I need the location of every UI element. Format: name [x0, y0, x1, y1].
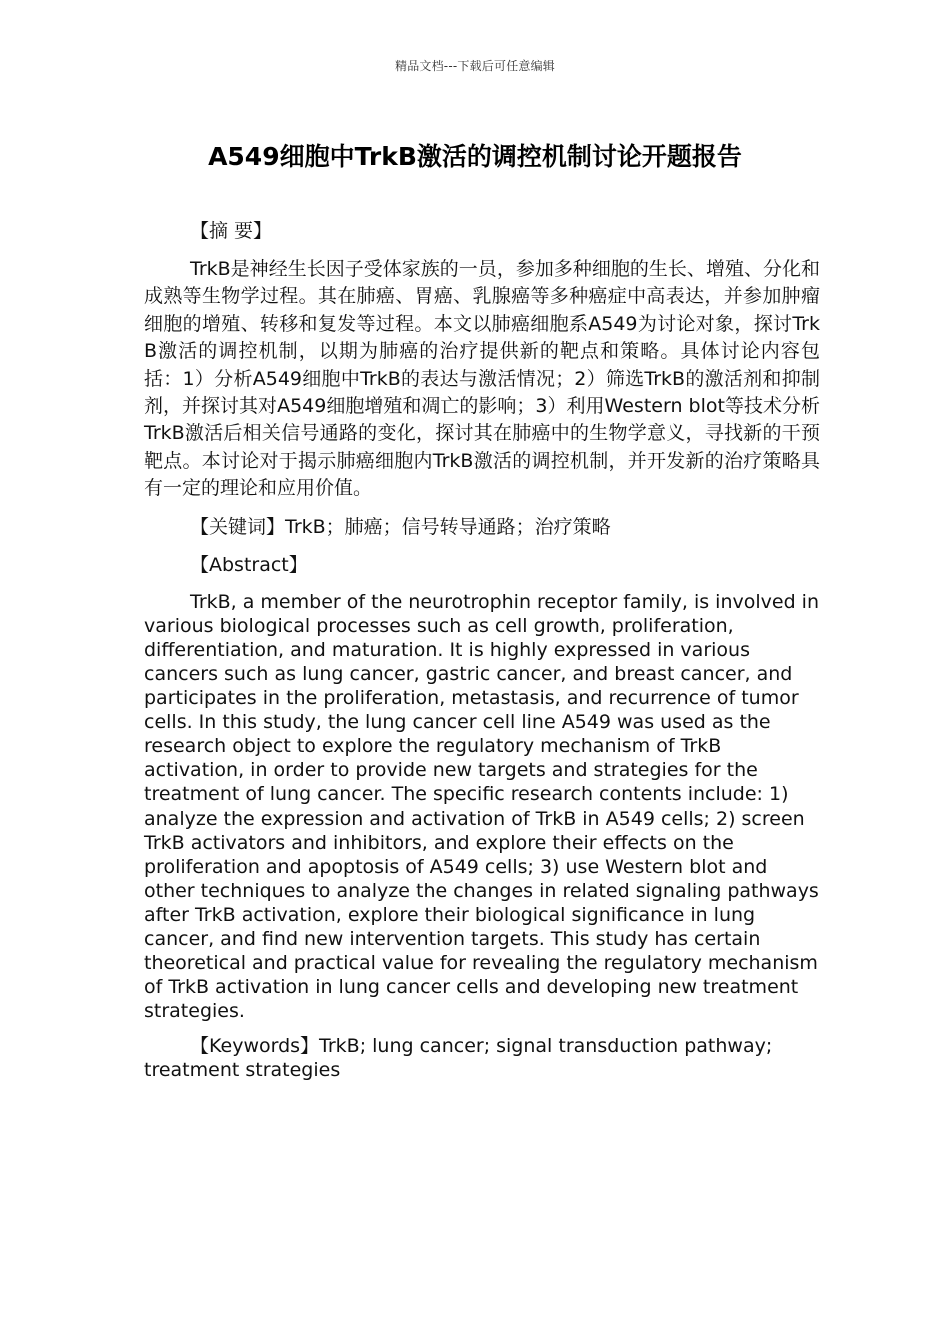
abstract-en-heading: 【Abstract】 — [190, 553, 308, 576]
abstract-cn-heading: 【摘 要】 — [190, 220, 273, 242]
document-body — [144, 218, 820, 1083]
document-title: A549细胞中TrkB激活的调控机制讨论开题报告 — [208, 142, 742, 171]
keywords-en: 【Keywords】TrkB; lung cancer; signal transduction pathway; treatment strategies — [144, 1035, 773, 1082]
abstract-cn-body: TrkB是神经生长因子受体家族的一员，参加多种细胞的生长、增殖、分化和成熟等生物学过程。其在肺癌、胃癌、乳腺癌等多种癌症中高表达，并参加肿瘤细胞的增殖、转移和复发等过程。本文以肺癌细胞系A549为讨论对象，探讨TrkB激活的调控机制，以期为肺癌的治疗提供新的靶点和策略。具体讨论内容包括：1）分析A549细胞中TrkB的表达与激活情况；2）筛选TrkB的激活剂和抑制剂，并探讨其对A549细胞增殖和凋亡的影响；3）利用Western blot等技术分析TrkB激活后相关信号通路的变化，探讨其在肺癌中的生物学意义，寻找新的干预靶点。本讨论对于揭示肺癌细胞内TrkB激活的调控机制，并开发新的治疗策略具有一定的理论和应用价值。 — [144, 258, 820, 500]
keywords-cn: 【关键词】TrkB；肺癌；信号转导通路；治疗策略 — [190, 515, 611, 538]
abstract-en-body: TrkB, a member of the neurotrophin receptor family, is involved in various biological processes such as cell growth, proliferation, differentiation, and maturation. It is highly expressed in various cancers such as lung cancer, gastric cancer, and breast cancer, and participates in the proliferation, metastasis, and recurrence of tumor cells. In this study, the lung cancer cell line A549 was used as the research object to explore the regulatory mechanism of TrkB activation, in order to provide new targets and strategies for the treatment of lung cancer. The specific research contents include: 1) analyze the expression and activation of TrkB in A549 cells; 2) screen TrkB activators and inhibitors, and explore their effects on the proliferation and apoptosis of A549 cells; 3) use Western blot and other techniques to analyze the changes in related signaling pathways after TrkB activation, explore their biological significance in lung cancer, and find new intervention targets. This study has certain theoretical and practical value for revealing the regulatory mechanism of TrkB activation in lung cancer cells and developing new treatment strategies. — [144, 590, 819, 1023]
header-note: 精品文档---下载后可任意编辑 — [395, 59, 555, 73]
